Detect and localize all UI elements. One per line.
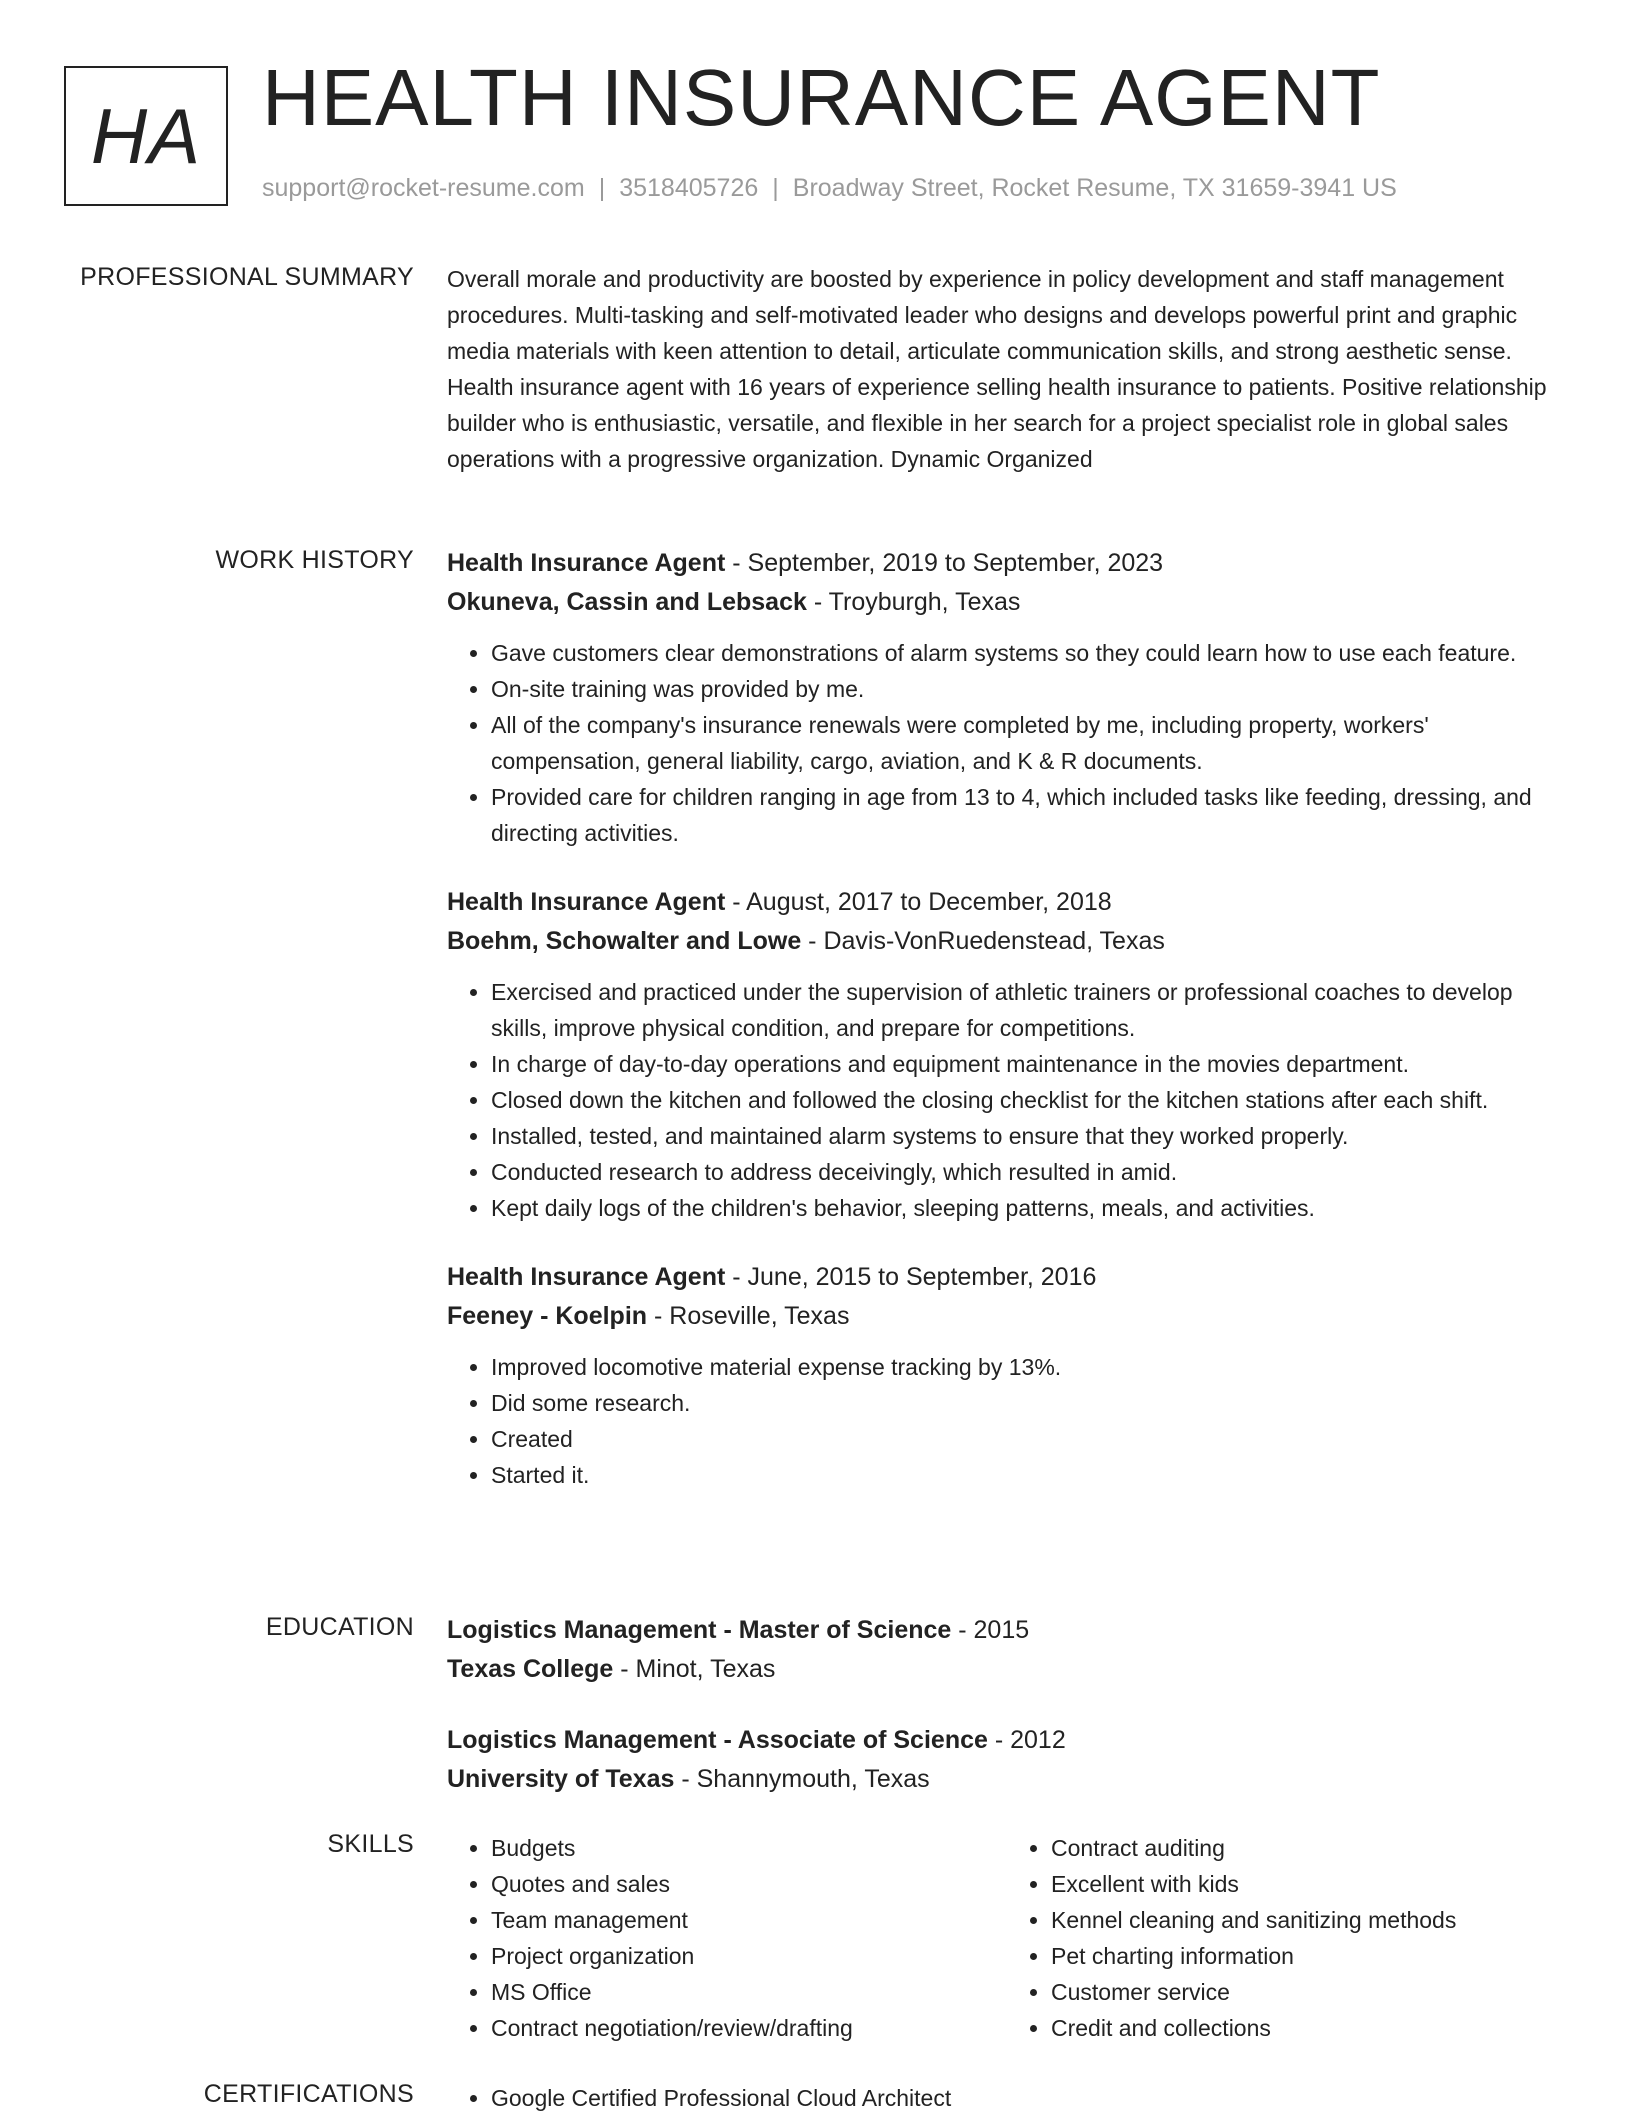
education-degree-line [447,1611,1567,1650]
job-title: Health Insurance Agent [447,549,726,577]
job-title-line [447,544,1567,583]
job-bullet: • Installed, tested, and maintained alarm systems to ensure that they worked properly. [491,1118,1567,1154]
section-label-skills: SKILLS [327,1830,414,1858]
job-entry [447,544,1567,851]
section-label-education: EDUCATION [265,1613,414,1641]
education-degree-line [447,1721,1567,1760]
contact-line [262,174,1397,203]
certification-item: • Google Certified Professional Cloud Architect [491,2080,1567,2116]
job-bullets [447,974,1567,1226]
job-company-line [447,922,1567,961]
job-bullet: • Created [491,1421,1567,1457]
education-entry [447,1611,1567,1689]
skill-item: • Excellent with kids [1051,1866,1567,1902]
education-degree: Logistics Management - Master of Science [447,1616,952,1644]
job-location: - Troyburgh, Texas [806,588,1021,616]
skills-list-left [447,1830,1007,2046]
job-dates: - August, 2017 to December, 2018 [725,888,1112,916]
section-label-summary: PROFESSIONAL SUMMARY [80,263,414,291]
job-company-line [447,1297,1567,1336]
education-school-line [447,1650,1567,1689]
summary-body [447,261,1567,477]
education-body [447,1611,1567,1799]
job-bullet: • All of the company's insurance renewals were completed by me, including property, workers' compensation, general liability, cargo, aviation, and K & R documents. [491,707,1567,779]
skill-item: • Contract auditing [1051,1830,1567,1866]
job-bullet: • Conducted research to address deceivingly, which resulted in amid. [491,1154,1567,1190]
job-location: - Roseville, Texas [647,1302,850,1330]
skill-item: • MS Office [491,1974,1007,2010]
skills-list-right [1007,1830,1567,2046]
monogram-box [64,66,228,206]
job-company-line [447,583,1567,622]
skills-body [447,1830,1567,2046]
job-title-line [447,1258,1567,1297]
job-company: Boehm, Schowalter and Lowe [447,927,802,955]
skill-item: • Project organization [491,1938,1007,1974]
job-bullet: • Provided care for children ranging in age from 13 to 4, which included tasks like feeding, dressing, and directing activities. [491,779,1567,851]
skill-item: • Kennel cleaning and sanitizing methods [1051,1902,1567,1938]
job-entry [447,883,1567,1226]
education-location: - Shannymouth, Texas [674,1765,930,1793]
skill-item: • Budgets [491,1830,1007,1866]
resume-title: HEALTH INSURANCE AGENT [262,53,1381,142]
job-bullet: • Started it. [491,1457,1567,1493]
job-bullet: • On-site training was provided by me. [491,671,1567,707]
section-label-certifications: CERTIFICATIONS [203,2080,414,2108]
education-year: - 2012 [987,1726,1066,1754]
certifications-body [447,2080,1567,2116]
contact-separator: | [772,174,779,202]
job-entry [447,1258,1567,1493]
contact-address: Broadway Street, Rocket Resume, TX 31659-3941 US [792,174,1397,202]
job-dates: - September, 2019 to September, 2023 [725,549,1164,577]
skill-item: • Customer service [1051,1974,1567,2010]
work-history-body [447,544,1567,1493]
job-bullet: • Gave customers clear demonstrations of alarm systems so they could learn how to use each feature. [491,635,1567,671]
contact-phone: 3518405726 [619,174,759,202]
job-bullet: • In charge of day-to-day operations and equipment maintenance in the movies department. [491,1046,1567,1082]
job-company: Feeney - Koelpin [447,1302,648,1330]
skill-item: • Contract negotiation/review/drafting [491,2010,1007,2046]
job-bullets [447,635,1567,851]
skill-item: • Quotes and sales [491,1866,1007,1902]
education-school: Texas College [447,1655,614,1683]
contact-separator: | [598,174,606,202]
job-bullet: • Improved locomotive material expense tracking by 13%. [491,1349,1567,1385]
certifications-list [447,2080,1567,2116]
education-school-line [447,1760,1567,1799]
job-bullet: • Closed down the kitchen and followed the closing checklist for the kitchen stations after each shift. [491,1082,1567,1118]
education-school: University of Texas [447,1765,675,1793]
job-title: Health Insurance Agent [447,1263,726,1291]
job-dates: - June, 2015 to September, 2016 [725,1263,1097,1291]
skill-item: • Credit and collections [1051,2010,1567,2046]
education-year: - 2015 [951,1616,1030,1644]
job-location: - Davis-VonRuedenstead, Texas [801,927,1165,955]
job-bullet: • Did some research. [491,1385,1567,1421]
skill-item: • Pet charting information [1051,1938,1567,1974]
summary-text: Overall morale and productivity are boosted by experience in policy development and staff management procedures. Multi-tasking and self-motivated leader who designs and develops powerful print and graphic media materials with keen attention to detail, articulate communication skills, and strong aesthetic sense. Health insurance agent with 16 years of experience selling health insurance to patients. Positive relationship builder who is enthusiastic, versatile, and flexible in her search for a project specialist role in global sales operations with a progressive organization. Dynamic Organized [447,266,1547,472]
job-bullet: • Exercised and practiced under the supervision of athletic trainers or professional coaches to develop skills, improve physical condition, and prepare for competitions. [491,974,1567,1046]
job-company: Okuneva, Cassin and Lebsack [447,588,807,616]
job-bullet: • Kept daily logs of the children's behavior, sleeping patterns, meals, and activities. [491,1190,1567,1226]
monogram-initials: HA [90,91,202,180]
job-bullets [447,1349,1567,1493]
education-degree: Logistics Management - Associate of Science [447,1726,988,1754]
skill-item: • Team management [491,1902,1007,1938]
section-label-work: WORK HISTORY [215,546,414,574]
job-title: Health Insurance Agent [447,888,726,916]
education-entry [447,1721,1567,1799]
job-title-line [447,883,1567,922]
education-location: - Minot, Texas [613,1655,776,1683]
contact-email: support@rocket-resume.com [262,174,585,202]
